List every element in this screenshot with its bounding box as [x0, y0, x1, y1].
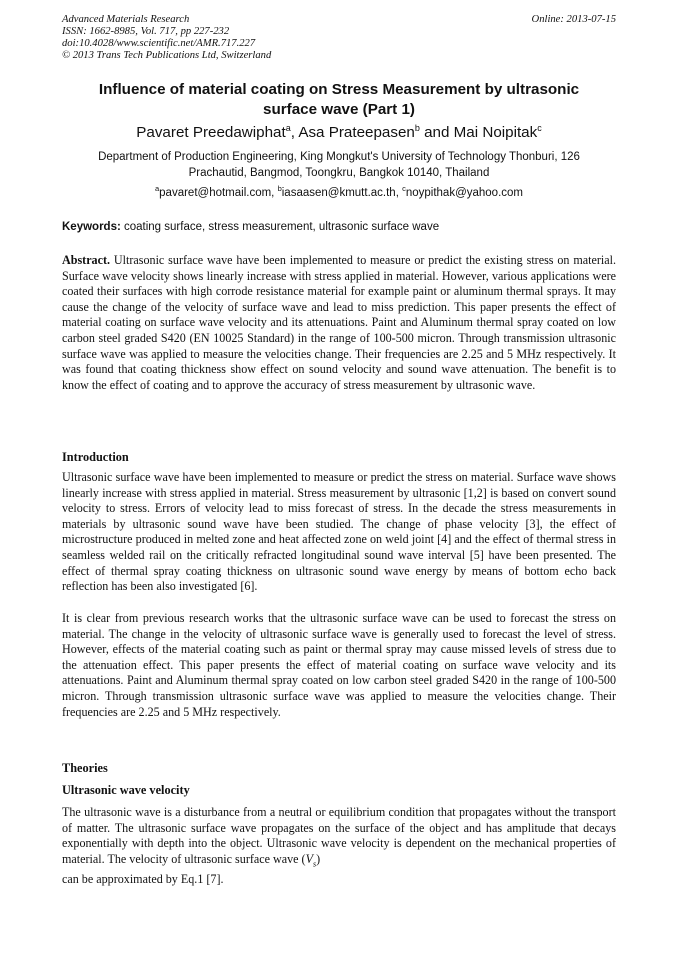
- abstract: [62, 253, 616, 393]
- abstract-text: Ultrasonic surface wave have been implemented to measure or predict the existing stress on material. Surface wave velocity shows linearly increase with stress applied in material. However, various applications were coated their surfaces with high corrode resistance material for example paint or aluminum thermal sprays. It may cause the change of the velocity of surface wave and lead to miss prediction. This paper presents the effect of material coating on surface wave velocity and its attenuations. Paint and Aluminum thermal spray coated on low carbon steel graded S420 (EN 10025 Standard) in the range of 100-500 micron. Through transmission ultrasonic surface wave was applied to measure the velocities change. Their frequencies are 2.25 and 5 MHz respectively. It was found that coating thickness show effect on sound velocity and sound wave attenuation. The benefit is to know the effect of coating and to approve the accuracy of stress measurement by ultrasonic wave.: [62, 253, 616, 392]
- wave-velocity-text-close: ): [316, 851, 321, 866]
- wave-velocity-paragraph: [62, 805, 616, 887]
- abstract-label: Abstract.: [62, 253, 111, 267]
- author-list: [62, 124, 616, 142]
- section-heading-introduction: Introduction: [62, 450, 129, 464]
- paper-title: [62, 80, 616, 120]
- keywords-text: coating surface, stress measurement, ultrasonic surface wave: [120, 221, 440, 233]
- journal-doi: doi:10.4028/www.scientific.net/AMR.717.227: [62, 38, 256, 50]
- email-3: noypithak@yahoo.com: [405, 187, 523, 199]
- online-date: [532, 14, 616, 26]
- subsection-heading-wave-velocity: Ultrasonic wave velocity: [62, 783, 190, 797]
- affiliation-line-1: Department of Production Engineering, King Mongkut's University of Technology Thonburi, 126: [98, 151, 580, 163]
- author-3: Mai Noipitak: [453, 124, 538, 141]
- keywords-label: Keywords:: [62, 221, 121, 233]
- journal-copyright: © 2013 Trans Tech Publications Ltd, Switzerland: [62, 50, 272, 62]
- email-3-marker: c: [402, 184, 406, 193]
- paper-title-line-1: Influence of material coating on Stress Measurement by ultrasonic: [98, 81, 580, 98]
- email-1-marker: a: [154, 184, 160, 193]
- author-2-marker: b: [414, 123, 420, 133]
- velocity-symbol-v: V: [305, 851, 313, 866]
- introduction-paragraph-1: Ultrasonic surface wave have been implemented to measure or predict the stress on material. Surface wave shows linearly increase with stress applied in material. Stress measurement by ultrasonic [1,2] is based on convert sound velocity to stress. Errors of velocity lead to miss forecast of stress. In the decade the stress measurements in materials by ultrasonic sound wave have been studied. The change of phase velocity [3], the effect of microstructure produced in melted zone and heat affected zone on weld joint [4] and the effect of thermal stress in seamless welded rail on the critically refracted longitudinal sound wave interval [5] have been presented. The effect of thermal spray coating thickness on ultrasonic sound wave energy by means of bottom echo back reflection has been also investigated [6].: [62, 470, 616, 594]
- email-2: iasaasen@kmutt.ac.th,: [281, 187, 403, 199]
- journal-header: [62, 14, 271, 62]
- velocity-symbol-subscript: s: [312, 859, 317, 869]
- author-separator: ,: [290, 124, 299, 141]
- author-separator: and: [419, 124, 454, 141]
- journal-issn: ISSN: 1662-8985, Vol. 717, pp 227-232: [62, 26, 230, 38]
- affiliation-line-2: Prachautid, Bangmod, Toongkru, Bangkok 10140, Thailand: [188, 166, 490, 179]
- wave-velocity-text-2: can be approximated by Eq.1 [7].: [62, 871, 224, 886]
- affiliation: [62, 150, 616, 181]
- online-date-text: Online: 2013-07-15: [531, 14, 616, 25]
- author-1-marker: a: [285, 123, 291, 133]
- author-emails: [62, 186, 616, 200]
- introduction-paragraph-2: It is clear from previous research works that the ultrasonic surface wave can be used to forecast the stress on material. The change in the velocity of ultrasonic surface wave is generally used to forecast the level of stress. However, effects of the material coating such as paint or thermal spray may cause missed levels of stress due to the attenuation effect. This paper presents the effect of material coating on surface wave velocity and its attenuations. Paint and Aluminum thermal spray coated on low carbon steel graded S420 in the range of 100-500 micron. Through transmission ultrasonic surface wave was applied to measure the velocities change. Their frequencies are 2.25 and 5 MHz respectively.: [62, 611, 616, 719]
- author-3-marker: c: [537, 123, 542, 133]
- velocity-symbol: [305, 851, 317, 869]
- email-1: pavaret@hotmail.com,: [159, 187, 278, 199]
- section-heading-theories: Theories: [62, 761, 108, 775]
- email-2-marker: b: [277, 184, 282, 193]
- paper-title-line-2: surface wave (Part 1): [263, 101, 415, 118]
- author-2: Asa Prateepasen: [298, 124, 415, 141]
- journal-name: Advanced Materials Research: [62, 14, 190, 25]
- author-1: Pavaret Preedawiphat: [136, 124, 286, 141]
- wave-velocity-text: The ultrasonic wave is a disturbance from a neutral or equilibrium condition that propagates without the transport of matter. The ultrasonic surface wave propagates on the surface of the object and has amplitude that decays exponentially with depth into the object. Ultrasonic wave velocity is dependent on the mechanical properties of material. The velocity of ultrasonic surface wave (: [62, 805, 616, 866]
- keywords: [62, 220, 616, 234]
